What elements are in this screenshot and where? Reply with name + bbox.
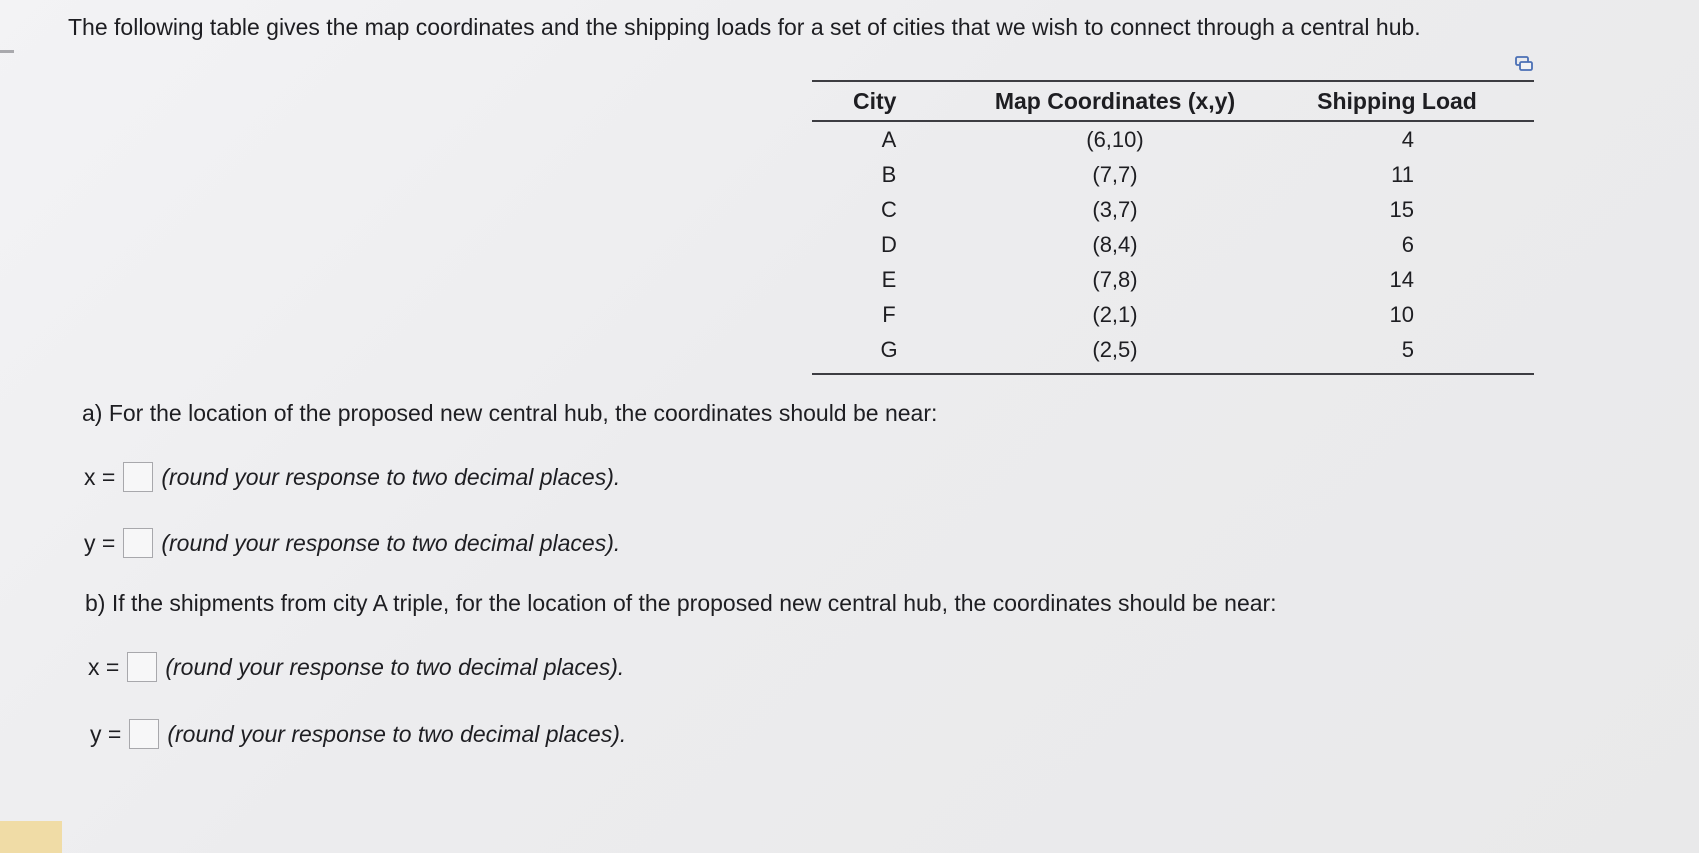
cell-coordinates: (7,8) (1092, 266, 1138, 292)
cell-city: D (881, 231, 897, 257)
data-table (812, 80, 1534, 375)
cell-city: F (882, 301, 896, 327)
header-city: City (853, 87, 897, 114)
corner-patch (0, 821, 62, 853)
cell-coordinates: (7,7) (1092, 161, 1138, 187)
part-b-question: b) If the shipments from city A triple, for the location of the proposed new central hub, the coordinates should be near: (85, 590, 1277, 616)
header-coordinates: Map Coordinates (x,y) (994, 87, 1236, 114)
table-row (812, 262, 1534, 297)
cell-city: B (881, 161, 897, 187)
cell-shipping-load: 15 (1389, 196, 1414, 222)
cell-shipping-load: 11 (1391, 161, 1414, 187)
part-b-x-input[interactable] (127, 652, 157, 682)
part-a-x-input[interactable] (123, 462, 153, 492)
cell-city: C (881, 196, 897, 222)
part-b-y-input[interactable] (129, 719, 159, 749)
left-edge-marker (0, 50, 14, 53)
part-a-y-label: y = (84, 529, 116, 556)
part-a-x-label: x = (84, 463, 116, 490)
table-row (812, 157, 1534, 192)
table-bottom-rule (812, 373, 1534, 375)
part-b-x-instruction: (round your response to two decimal places). (165, 653, 625, 680)
part-b-x-label: x = (88, 653, 120, 680)
cell-shipping-load: 6 (1401, 231, 1414, 257)
intro-text: The following table gives the map coordinates and the shipping loads for a set of cities that we wish to connect through a central hub. (68, 14, 1421, 40)
cell-shipping-load: 4 (1401, 126, 1414, 152)
table-row (812, 297, 1534, 332)
table-row (812, 122, 1534, 157)
table-row (812, 332, 1534, 367)
table-row (812, 227, 1534, 262)
cell-coordinates: (2,5) (1092, 336, 1138, 362)
cell-coordinates: (3,7) (1092, 196, 1138, 222)
part-a-x-line (84, 462, 620, 492)
part-b-x-line (88, 652, 624, 682)
header-shipping-load: Shipping Load (1317, 87, 1477, 114)
table-header (812, 82, 1534, 120)
cell-city: G (880, 336, 898, 362)
cell-coordinates: (2,1) (1092, 301, 1138, 327)
cell-city: E (881, 266, 897, 292)
cell-coordinates: (8,4) (1092, 231, 1138, 257)
cell-coordinates: (6,10) (1086, 126, 1144, 152)
cell-shipping-load: 14 (1389, 266, 1414, 292)
cell-shipping-load: 10 (1389, 301, 1414, 327)
copy-icon[interactable] (1515, 56, 1533, 72)
part-a-y-line (84, 528, 620, 558)
table-row (812, 192, 1534, 227)
part-a-x-instruction: (round your response to two decimal places). (161, 463, 621, 490)
table-body (812, 122, 1534, 367)
part-a-y-input[interactable] (123, 528, 153, 558)
cell-shipping-load: 5 (1401, 336, 1414, 362)
cell-city: A (881, 126, 897, 152)
part-a-y-instruction: (round your response to two decimal places). (161, 529, 621, 556)
part-b-y-instruction: (round your response to two decimal places). (167, 720, 627, 747)
part-b-y-line (90, 719, 626, 749)
part-b-y-label: y = (90, 720, 122, 747)
part-a-question: a) For the location of the proposed new central hub, the coordinates should be near: (82, 400, 938, 426)
